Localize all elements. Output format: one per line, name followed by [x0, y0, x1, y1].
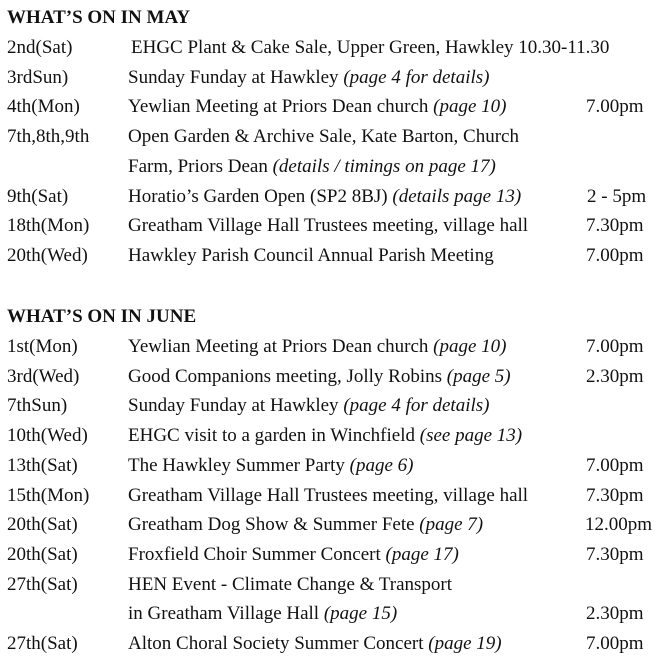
event-date: 18th(Mon): [7, 215, 90, 236]
event-title: EHGC visit to a garden in Winchfield: [128, 425, 420, 446]
event-time: 7.00pm: [586, 455, 644, 476]
event-page-reference: (page 5): [446, 366, 511, 387]
event-page-reference: (see page 13): [419, 425, 523, 446]
event-title: EHGC Plant & Cake Sale, Upper Green, Hawkley 10.30-11.30: [131, 37, 610, 58]
event-row: [0, 124, 662, 150]
event-description: [128, 124, 519, 150]
event-description: [128, 334, 507, 360]
event-title: Froxfield Choir Summer Concert: [128, 544, 386, 565]
event-page-reference: (details page 13): [392, 186, 522, 207]
event-title: Hawkley Parish Council Annual Parish Meeting: [128, 245, 494, 266]
event-page-reference: (page 19): [428, 633, 502, 654]
event-page-reference: (page 6): [349, 455, 414, 476]
event-date: 4th(Mon): [7, 96, 80, 117]
event-description: [128, 601, 397, 627]
event-page-reference: (details / timings on page 17): [272, 156, 496, 177]
event-title: The Hawkley Summer Party: [128, 455, 350, 476]
event-date: 3rd(Wed): [7, 366, 80, 387]
event-page-reference: (page 10): [433, 96, 507, 117]
event-time: 7.30pm: [586, 215, 644, 236]
may-heading: WHAT’S ON IN MAY: [7, 7, 191, 28]
event-title: Greatham Village Hall Trustees meeting, village hall: [128, 215, 529, 236]
event-title: Greatham Village Hall Trustees meeting, village hall: [128, 485, 529, 506]
event-description: [128, 483, 528, 509]
event-description: [128, 364, 511, 390]
event-row: [0, 631, 662, 657]
event-row: [0, 572, 662, 598]
event-description: [128, 512, 483, 538]
event-row: [0, 334, 662, 360]
event-title: HEN Event - Climate Change & Transport: [128, 574, 453, 595]
event-row: [0, 184, 662, 210]
event-time: 2.30pm: [586, 366, 644, 387]
event-date: 15th(Mon): [7, 485, 90, 506]
event-title: in Greatham Village Hall: [128, 603, 324, 624]
event-title: Sunday Funday at Hawkley: [128, 67, 344, 88]
event-description: [128, 393, 490, 419]
event-date: 10th(Wed): [7, 425, 88, 446]
event-time: 2.30pm: [586, 603, 644, 624]
event-row: [0, 512, 662, 538]
event-time: 7.00pm: [586, 336, 644, 357]
event-date: 20th(Wed): [7, 245, 88, 266]
event-row: [0, 393, 662, 419]
event-page-reference: (page 17): [385, 544, 459, 565]
event-page-reference: (page 15): [323, 603, 398, 624]
event-description: [128, 453, 413, 479]
event-date: 7thSun): [7, 395, 68, 416]
event-title: Horatio’s Garden Open (SP2 8BJ): [128, 186, 393, 207]
event-title: Alton Choral Society Summer Concert: [128, 633, 429, 654]
event-date: 9th(Sat): [7, 186, 69, 207]
event-row: [0, 154, 662, 180]
event-description: [128, 572, 452, 598]
event-date: 3rdSun): [7, 67, 69, 88]
event-time: 7.00pm: [586, 245, 644, 266]
event-description: [128, 213, 528, 239]
event-time: 2 - 5pm: [587, 186, 647, 207]
event-description: [128, 65, 490, 91]
event-description: [128, 243, 494, 269]
event-description: [128, 94, 507, 120]
event-date: 2nd(Sat): [7, 37, 73, 58]
event-row: [0, 423, 662, 449]
event-row: [0, 542, 662, 568]
event-time: 7.00pm: [586, 96, 644, 117]
event-row: [0, 94, 662, 120]
event-description: [128, 184, 521, 210]
event-description: [131, 35, 609, 61]
event-page-reference: (page 10): [433, 336, 507, 357]
event-row: [0, 213, 662, 239]
event-time: 7.00pm: [586, 633, 644, 654]
event-title: Yewlian Meeting at Priors Dean church: [128, 96, 434, 117]
event-row: [0, 483, 662, 509]
event-time: 12.00pm: [585, 514, 653, 535]
event-row: [0, 601, 662, 627]
event-time: 7.30pm: [586, 544, 644, 565]
event-date: 27th(Sat): [7, 633, 78, 654]
event-row: [0, 243, 662, 269]
event-date: 20th(Sat): [7, 514, 78, 535]
event-date: 20th(Sat): [7, 544, 78, 565]
event-row: [0, 65, 662, 91]
event-date: 27th(Sat): [7, 574, 78, 595]
event-row: [0, 364, 662, 390]
event-page-reference: (page 7): [419, 514, 484, 535]
event-date: 7th,8th,9th: [7, 126, 90, 147]
event-description: [128, 154, 496, 180]
event-title: Greatham Dog Show & Summer Fete: [128, 514, 420, 535]
event-date: 1st(Mon): [7, 336, 78, 357]
june-heading: WHAT’S ON IN JUNE: [7, 306, 197, 327]
event-title: Sunday Funday at Hawkley: [128, 395, 344, 416]
event-row: [0, 35, 662, 61]
event-page-reference: (page 4 for details): [343, 395, 490, 416]
event-date: 13th(Sat): [7, 455, 78, 476]
event-title: Farm, Priors Dean: [128, 156, 273, 177]
event-description: [128, 542, 459, 568]
event-title: Open Garden & Archive Sale, Kate Barton, Church: [128, 126, 519, 147]
event-title: Yewlian Meeting at Priors Dean church: [128, 336, 434, 357]
event-description: [128, 631, 502, 657]
event-time: 7.30pm: [586, 485, 644, 506]
event-row: [0, 453, 662, 479]
event-title: Good Companions meeting, Jolly Robins: [128, 366, 447, 387]
event-description: [128, 423, 522, 449]
event-page-reference: (page 4 for details): [343, 67, 490, 88]
